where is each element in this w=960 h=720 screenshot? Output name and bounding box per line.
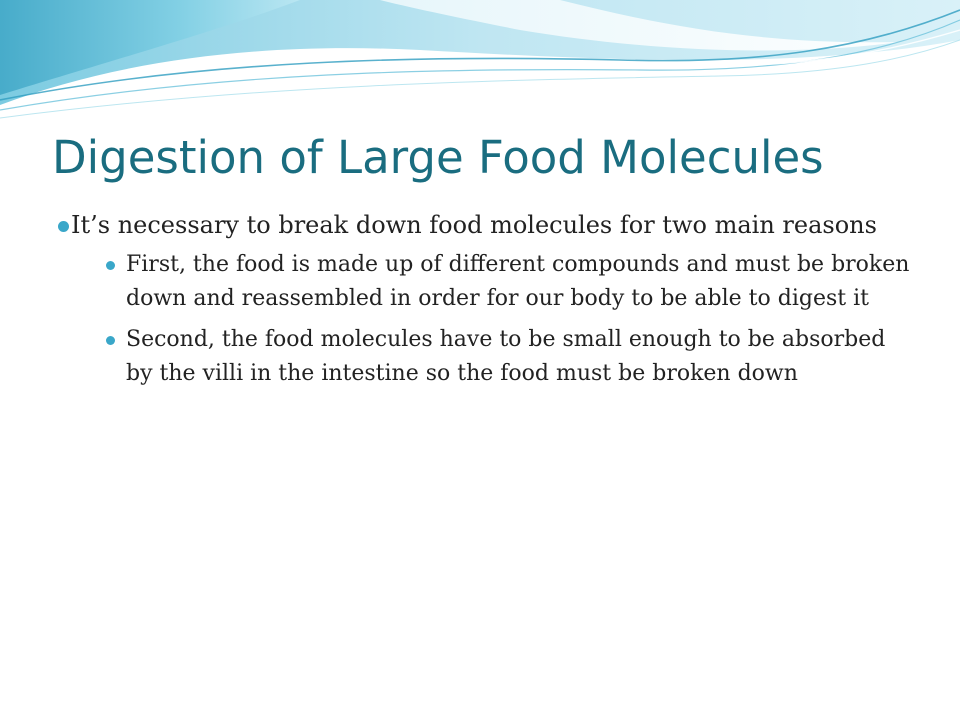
sub-bullet-text: First, the food is made up of different compounds and must be broken down and reassembled in order for our body to be able to digest it — [126, 252, 910, 311]
bullet-text: It’s necessary to break down food molecules for two main reasons — [71, 211, 877, 239]
sub-bullet-item — [126, 248, 910, 316]
sub-bullet-list — [60, 248, 910, 391]
decorative-wave-header — [0, 0, 960, 120]
sub-bullet-dot-icon — [106, 261, 115, 270]
bullet-item — [60, 208, 910, 242]
sub-bullet-item — [126, 323, 910, 391]
slide-title: Digestion of Large Food Molecules — [52, 131, 824, 184]
sub-bullet-text: Second, the food molecules have to be small enough to be absorbed by the villi in the intestine so the food must be broken down — [126, 327, 886, 386]
bullet-dot-icon — [58, 221, 69, 232]
sub-bullet-dot-icon — [106, 336, 115, 345]
slide-content — [60, 208, 910, 398]
